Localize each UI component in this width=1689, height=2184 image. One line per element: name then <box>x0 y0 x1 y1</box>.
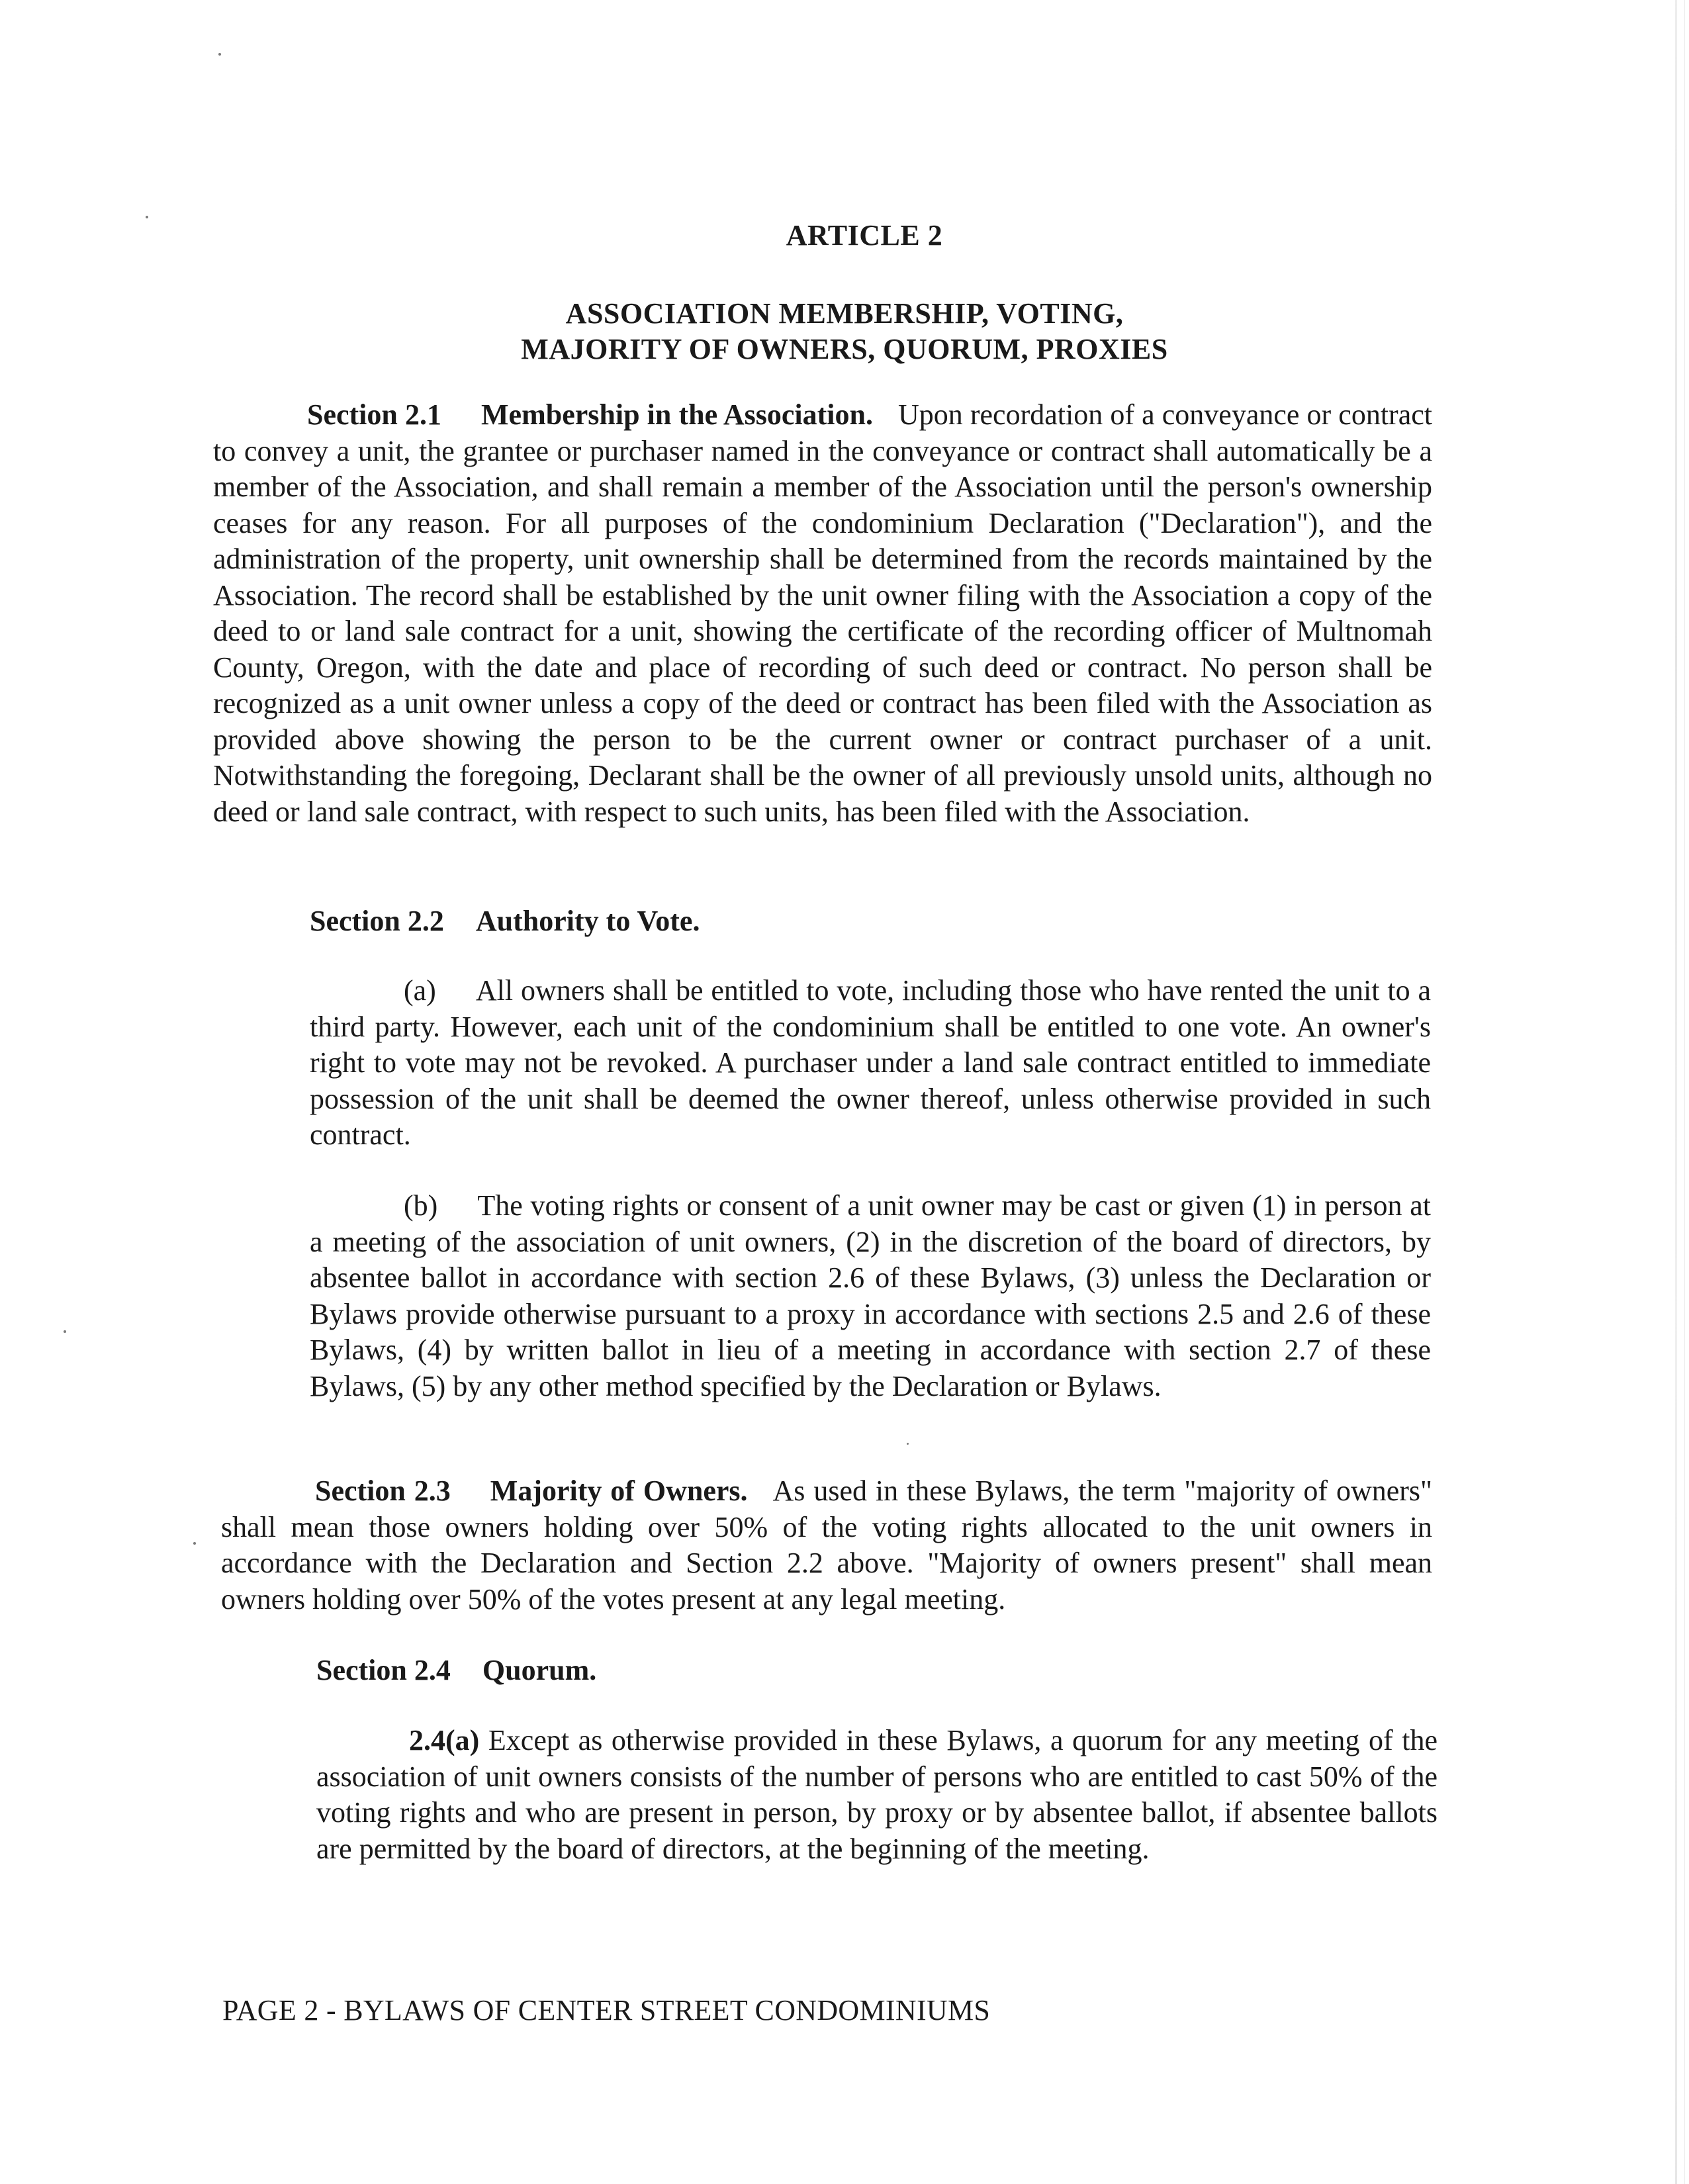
section-2-2-number: Section 2.2 <box>310 905 444 937</box>
section-2-1-paragraph <box>213 397 1432 830</box>
article-number: ARTICLE 2 <box>786 219 943 251</box>
section-2-2-heading <box>310 903 700 940</box>
article-title-line1: ASSOCIATION MEMBERSHIP, VOTING, <box>565 297 1124 330</box>
section-2-2-b-label: (b) <box>404 1189 438 1222</box>
section-2-4-number: Section 2.4 <box>316 1654 451 1686</box>
section-2-2-b-paragraph <box>310 1188 1431 1404</box>
section-2-4-heading <box>316 1653 596 1689</box>
scan-speck <box>193 1542 196 1545</box>
scan-speck <box>64 1330 66 1333</box>
section-2-1-title: Membership in the Association. <box>481 398 873 431</box>
section-2-3-number: Section 2.3 <box>315 1475 451 1507</box>
page-footer: PAGE 2 - BYLAWS OF CENTER STREET CONDOMINIUMS <box>222 1994 991 2026</box>
scan-speck <box>907 1443 909 1445</box>
section-2-1-number: Section 2.1 <box>307 398 442 431</box>
section-2-2-title: Authority to Vote. <box>475 905 700 937</box>
article-title-line2: MAJORITY OF OWNERS, QUORUM, PROXIES <box>521 333 1168 365</box>
section-2-3-text: As used in these Bylaws, the term "majority of owners" shall mean those owners holding over 50% of the voting rights allocated to the unit owners in accordance with the Declaration and Section 2.2 above. "Majority of owners present" shall mean owners holding over 50% of the votes present at any legal meeting. <box>221 1475 1432 1615</box>
section-2-2-b-text: The voting rights or consent of a unit owner may be cast or given (1) in person at a meeting of the association of unit owners, (2) in the discretion of the board of directors, by absentee ballot in accordance with section 2.6 of these Bylaws, (3) unless the Declaration or Bylaws provide otherwise pursuant to a proxy in accordance with sections 2.5 and 2.6 of these Bylaws, (4) by written ballot in lieu of a meeting in accordance with section 2.7 of these Bylaws, (5) by any other method specified by the Declaration or Bylaws. <box>310 1189 1431 1402</box>
section-2-4-a-paragraph <box>316 1723 1438 1867</box>
section-2-1-text: Upon recordation of a conveyance or contract to convey a unit, the grantee or purchaser named in the conveyance or contract shall automatically be a member of the Association, and shall remain a member of the Association until the person's ownership ceases for any reason. For all purposes of the condominium Declaration ("Declaration"), and the administration of the property, unit ownership shall be determined from the records maintained by the Association. The record shall be established by the unit owner filing with the Association a copy of the deed to or land sale contract for a unit, showing the certificate of the recording officer of Multnomah County, Oregon, with the date and place of recording of such deed or contract. No person shall be recognized as a unit owner unless a copy of the deed or contract has been filed with the Association as provided above showing the person to be the current owner or contract purchaser of a unit. Notwithstanding the foregoing, Declarant shall be the owner of all previously unsold units, although no deed or land sale contract, with respect to such units, has been filed with the Association. <box>213 398 1432 828</box>
section-2-3-title: Majority of Owners. <box>490 1475 748 1507</box>
section-2-4-title: Quorum. <box>482 1654 597 1686</box>
section-2-2-a-paragraph <box>310 973 1431 1154</box>
section-2-2-a-label: (a) <box>404 974 436 1007</box>
section-2-2-a-text: All owners shall be entitled to vote, including those who have rented the unit to a third party. However, each unit of the condominium shall be entitled to one vote. An owner's right to vote may not be revoked. A purchaser under a land sale contract entitled to immediate possession of the unit shall be deemed the owner thereof, unless otherwise provided in such contract. <box>310 974 1431 1151</box>
scan-speck <box>218 53 221 56</box>
section-2-3-paragraph <box>221 1473 1432 1617</box>
section-2-4-a-label: 2.4(a) <box>409 1724 480 1756</box>
section-2-4-a-text: Except as otherwise provided in these Bylaws, a quorum for any meeting of the association of unit owners consists of the number of persons who are entitled to cast 50% of the voting rights and who are present in person, by proxy or by absentee ballot, if absentee ballots are permitted by the board of directors, at the beginning of the meeting. <box>316 1724 1438 1865</box>
